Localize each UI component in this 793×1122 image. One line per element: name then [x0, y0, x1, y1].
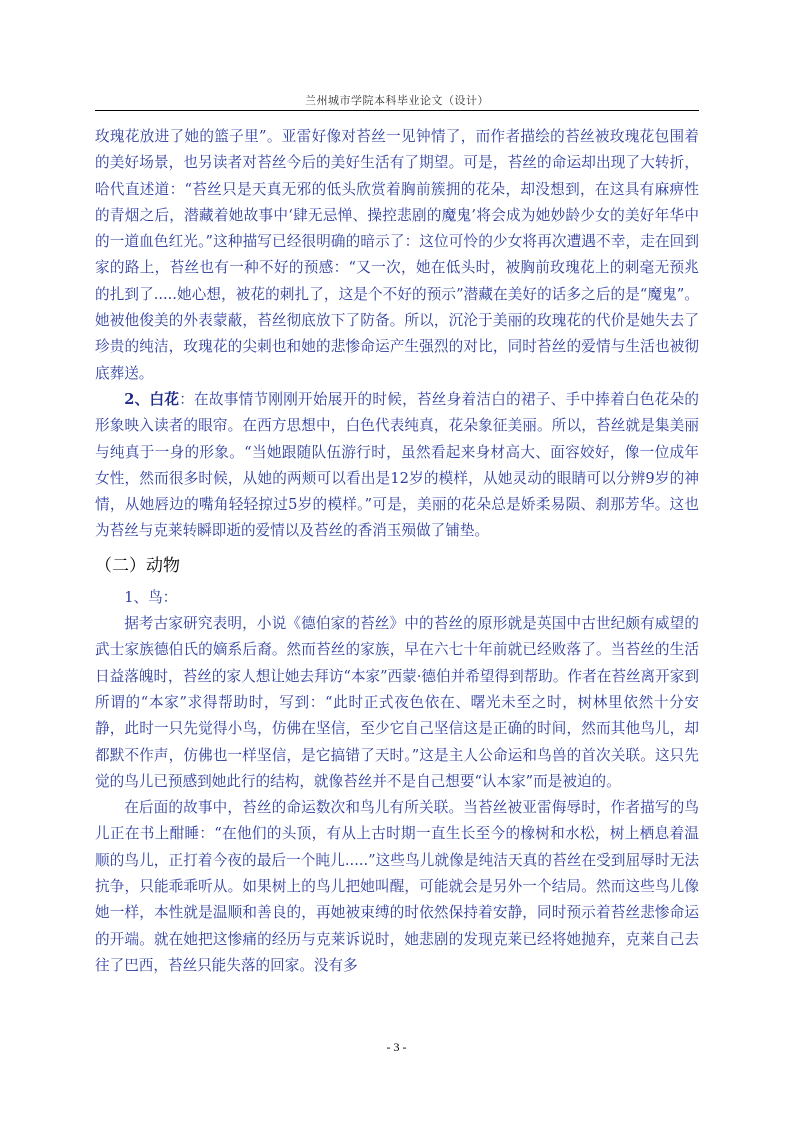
- header-divider: [95, 110, 699, 111]
- white-flower-text: ：在故事情节刚刚开始展开的时候，苔丝身着洁白的裙子、手中捧着白色花朵的形象映入读者的眼帘。在西方思想中，白色代表纯真，花朵象征美丽。所以，苔丝就是集美丽与纯真于一身的形象。“当她跟随队伍游行时，虽然看起来身材高大、面容姣好，像一位成年女性，然而很多时候，从她的两颊可以看出是12岁的模样，从她灵动的眼睛可以分辨9岁的神情，从她唇边的嘴角轻轻掠过5岁的模样。”可是，美丽的花朵总是娇柔易陨、刹那芳华。这也为苔丝与克莱转瞬即逝的爱情以及苔丝的香消玉殒做了铺垫。: [95, 390, 699, 540]
- paragraph-bird-origin: 据考古家研究表明，小说《德伯家的苔丝》中的苔丝的原形就是英国中古世纪颇有威望的武士家族德伯氏的嫡系后裔。然而苔丝的家族，早在六七十年前就已经败落了。当苔丝的生活日益落魄时，苔丝的家人想让她去拜访“本家”西蒙·德伯并希望得到帮助。作者在苔丝离开家到所谓的“本家”求得帮助时，写到：“此时正式夜色依在、曙光未至之时，树林里依然十分安静，此时一只先觉得小鸟，仿佛在坚信，至少它自己坚信这是正确的时间，然而其他鸟儿，却都默不作声，仿佛也一样坚信，是它搞错了天时。”这是主人公命运和鸟兽的首次关联。这只先觉的鸟儿已预感到她此行的结构，就像苔丝并不是自己想要“认本家”而是被迫的。: [95, 615, 699, 790]
- section-heading-animals: （二）动物: [95, 555, 180, 576]
- page-number: - 3 -: [386, 1040, 407, 1054]
- white-flower-label: 2、白花: [124, 390, 180, 408]
- paragraph-rose: 玫瑰花放进了她的篮子里”。亚雷好像对苔丝一见钟情了，而作者描绘的苔丝被玫瑰花包围着的美好场景，也另读者对苔丝今后的美好生活有了期望。可是，苔丝的命运却出现了大转折，哈代直述道：“苔丝只是天真无邪的低头欣赏着胸前簇拥的花朵，却没想到，在这具有麻痹性的青烟之后，潜藏着她故事中‘肆无忌惮、操控悲剧的魔鬼’将会成为她妙龄少女的美好年华中的一道血色红光。”这种描写已经很明确的暗示了：这位可怜的少女将再次遭遇不幸，走在回到家的路上，苔丝也有一种不好的预感：“又一次，她在低头时，被胸前玫瑰花上的刺毫无预兆的扎到了.....她心想，被花的刺扎了，这是个不好的预示”潜藏在美好的话多之后的是“魔鬼”。她被他俊美的外表蒙蔽，苔丝彻底放下了防备。所以，沉沦于美丽的玫瑰花的代价是她失去了珍贵的纯洁，玫瑰花的尖刺也和她的悲惨命运产生强烈的对比，同时苔丝的爱情与生活也被彻底葬送。: [95, 128, 699, 382]
- paragraph-white-flower: [95, 387, 699, 545]
- subheading-bird: 1、鸟：: [124, 588, 178, 606]
- body-text: [95, 124, 699, 979]
- paragraph-bird-fate: 在后面的故事中，苔丝的命运数次和鸟儿有所关联。当苔丝被亚雷侮辱时，作者描写的鸟儿正在书上酣睡：“在他们的头顶，有从上古时期一直生长至今的橡树和水松，树上栖息着温顺的鸟儿，正打着今夜的最后一个盹儿.....”这些鸟儿就像是纯洁天真的苔丝在受到屈辱时无法抗争，只能乖乖听从。如果树上的鸟儿把她叫醒，可能就会是另外一个结局。然而这些鸟儿像她一样，本性就是温顺和善良的，再她被束缚的时依然保持着安静，同时预示着苔丝悲惨命运的开端。就在她把这惨痛的经历与克莱诉说时，她悲剧的发现克莱已经将她抛弃，克莱自己去往了巴西，苔丝只能失落的回家。没有多: [95, 799, 699, 974]
- page-header: 兰州城市学院本科毕业论文（设计）: [305, 94, 489, 107]
